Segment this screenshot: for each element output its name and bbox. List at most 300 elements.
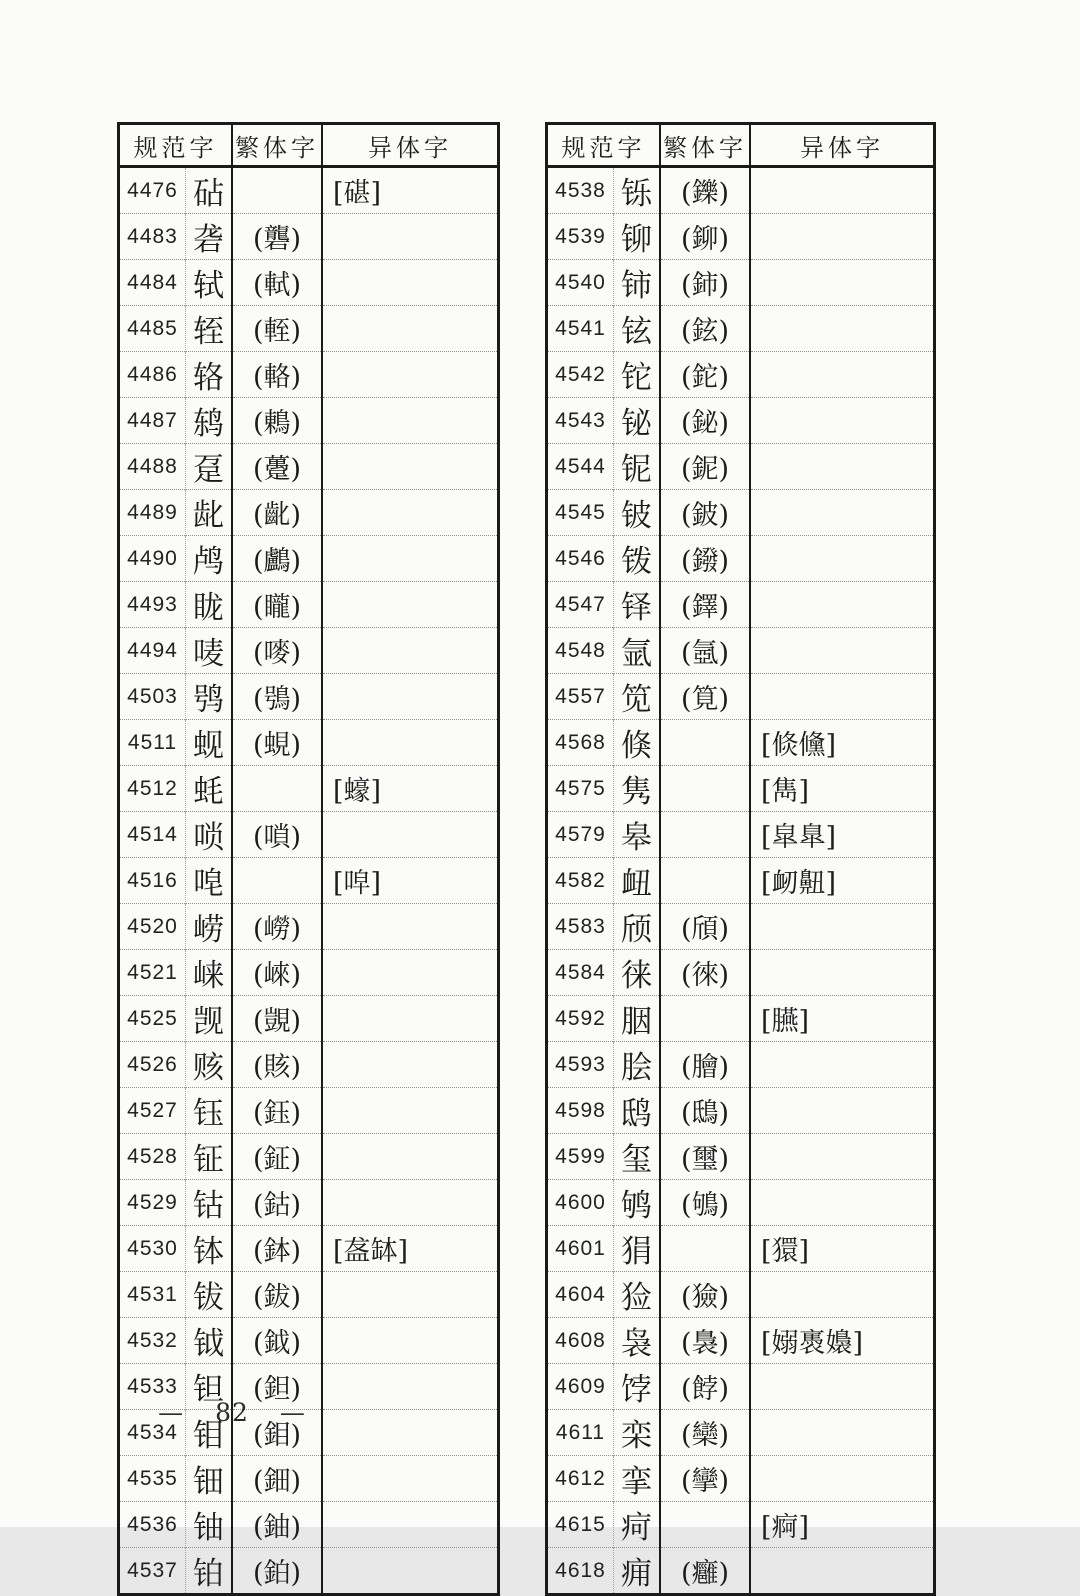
row-number: 4531 [119, 1272, 186, 1318]
table-row [547, 674, 935, 720]
variant-chars [322, 444, 499, 490]
traditional-char [660, 766, 750, 812]
header-row [119, 124, 499, 167]
table-row [547, 1272, 935, 1318]
variant-chars [750, 1180, 935, 1226]
traditional-char [660, 858, 750, 904]
standard-char: 钺 [186, 1318, 233, 1364]
standard-char: 钿 [186, 1456, 233, 1502]
header-standard-char: 规范字 [547, 124, 661, 167]
traditional-char: (鈸) [232, 1272, 322, 1318]
row-number: 4543 [547, 398, 614, 444]
header-variant-char: 异体字 [750, 124, 935, 167]
traditional-char: (攣) [660, 1456, 750, 1502]
table-row [119, 1548, 499, 1595]
standard-char: 铄 [614, 167, 661, 214]
variant-chars: [盋缽] [322, 1226, 499, 1272]
table-row [547, 1548, 935, 1595]
traditional-char: (鉚) [660, 214, 750, 260]
variant-chars: [獧] [750, 1226, 935, 1272]
variant-chars: [蠔] [322, 766, 499, 812]
standard-char: 辂 [186, 352, 233, 398]
traditional-char: (鉞) [232, 1318, 322, 1364]
traditional-char: (嗩) [232, 812, 322, 858]
traditional-char: (鴞) [232, 674, 322, 720]
row-number: 4534 [119, 1410, 186, 1456]
variant-chars [322, 1548, 499, 1595]
variant-chars [750, 306, 935, 352]
standard-char: 唢 [186, 812, 233, 858]
standard-char: 铊 [614, 352, 661, 398]
standard-char: 砧 [186, 167, 233, 214]
standard-char: 氩 [614, 628, 661, 674]
row-number: 4526 [119, 1042, 186, 1088]
header-row [547, 124, 935, 167]
traditional-char: (鈮) [660, 444, 750, 490]
standard-char: 鸫 [186, 398, 233, 444]
table-row [547, 720, 935, 766]
table-row [547, 260, 935, 306]
traditional-char: (崍) [232, 950, 322, 996]
traditional-char: (鸕) [232, 536, 322, 582]
standard-char: 钽 [186, 1364, 233, 1410]
row-number: 4598 [547, 1088, 614, 1134]
table-row [119, 306, 499, 352]
variant-chars [750, 536, 935, 582]
row-number: 4503 [119, 674, 186, 720]
standard-char: 轾 [186, 306, 233, 352]
traditional-char: (鉈) [660, 352, 750, 398]
table-row [119, 950, 499, 996]
row-number: 4536 [119, 1502, 186, 1548]
table-row [547, 167, 935, 214]
traditional-char: (鈿) [232, 1456, 322, 1502]
traditional-char: (氬) [660, 628, 750, 674]
table-row [547, 1226, 935, 1272]
traditional-char: (鶇) [232, 398, 322, 444]
row-number: 4604 [547, 1272, 614, 1318]
row-number: 4548 [547, 628, 614, 674]
traditional-char: (獫) [660, 1272, 750, 1318]
row-number: 4600 [547, 1180, 614, 1226]
variant-chars [322, 950, 499, 996]
standard-char: 铂 [186, 1548, 233, 1595]
row-number: 4493 [119, 582, 186, 628]
variant-chars [322, 582, 499, 628]
table-row [119, 904, 499, 950]
standard-char: 铈 [614, 260, 661, 306]
variant-chars [750, 1364, 935, 1410]
table-row [119, 260, 499, 306]
standard-char: 颀 [614, 904, 661, 950]
standard-char: 徕 [614, 950, 661, 996]
row-number: 4575 [547, 766, 614, 812]
standard-char: 眬 [186, 582, 233, 628]
variant-chars [750, 1134, 935, 1180]
row-number: 4584 [547, 950, 614, 996]
variant-chars [322, 720, 499, 766]
table-row [547, 1134, 935, 1180]
table-row [119, 1502, 499, 1548]
table-row [547, 398, 935, 444]
traditional-char: (筧) [660, 674, 750, 720]
row-number: 4568 [547, 720, 614, 766]
standard-char: 鸮 [186, 674, 233, 720]
variant-chars [322, 398, 499, 444]
traditional-char [232, 858, 322, 904]
table-row [119, 398, 499, 444]
standard-char: 隽 [614, 766, 661, 812]
standard-char: 钹 [186, 1272, 233, 1318]
variant-chars [750, 1456, 935, 1502]
traditional-char: (嘜) [232, 628, 322, 674]
table-row [119, 766, 499, 812]
table-row [547, 352, 935, 398]
standard-char: 铆 [614, 214, 661, 260]
row-number: 4583 [547, 904, 614, 950]
table-row [119, 352, 499, 398]
traditional-char [660, 1226, 750, 1272]
traditional-char: (鑠) [660, 167, 750, 214]
variant-chars [750, 398, 935, 444]
standard-char: 钴 [186, 1180, 233, 1226]
traditional-char: (膾) [660, 1042, 750, 1088]
variant-chars [750, 582, 935, 628]
row-number: 4530 [119, 1226, 186, 1272]
table-row [119, 720, 499, 766]
variant-chars [322, 1134, 499, 1180]
table-row [547, 1042, 935, 1088]
standard-char: 疴 [614, 1502, 661, 1548]
table-row [119, 996, 499, 1042]
row-number: 4514 [119, 812, 186, 858]
row-number: 4547 [547, 582, 614, 628]
table-row [119, 1180, 499, 1226]
traditional-char: (鉭) [232, 1364, 322, 1410]
row-number: 4486 [119, 352, 186, 398]
variant-chars [750, 1272, 935, 1318]
table-row [119, 1318, 499, 1364]
row-number: 4511 [119, 720, 186, 766]
variant-chars [322, 1180, 499, 1226]
variant-chars [322, 1042, 499, 1088]
standard-char: 玺 [614, 1134, 661, 1180]
row-number: 4608 [547, 1318, 614, 1364]
traditional-char: (輊) [232, 306, 322, 352]
variant-chars [322, 1410, 499, 1456]
traditional-char: (鈾) [232, 1502, 322, 1548]
variant-chars [750, 1088, 935, 1134]
table-row [119, 674, 499, 720]
variant-chars: [倐儵] [750, 720, 935, 766]
variant-chars: [痾] [750, 1502, 935, 1548]
row-number: 4485 [119, 306, 186, 352]
row-number: 4520 [119, 904, 186, 950]
table-row [547, 306, 935, 352]
row-number: 4483 [119, 214, 186, 260]
standard-char: 挛 [614, 1456, 661, 1502]
traditional-char: (欒) [660, 1410, 750, 1456]
variant-chars [750, 167, 935, 214]
table-body [547, 167, 935, 1595]
row-number: 4612 [547, 1456, 614, 1502]
traditional-char [660, 720, 750, 766]
standard-char: 鸱 [614, 1088, 661, 1134]
table-row [547, 1502, 935, 1548]
table-row [547, 1180, 935, 1226]
standard-char: 饽 [614, 1364, 661, 1410]
traditional-char: (鉉) [660, 306, 750, 352]
table-row [547, 996, 935, 1042]
table-row [547, 766, 935, 812]
traditional-char: (輅) [232, 352, 322, 398]
variant-chars [750, 674, 935, 720]
standard-char: 趸 [186, 444, 233, 490]
traditional-char: (餑) [660, 1364, 750, 1410]
table-header [119, 124, 499, 167]
traditional-char: (癰) [660, 1548, 750, 1595]
traditional-char: (鉍) [660, 398, 750, 444]
standard-char: 钲 [186, 1134, 233, 1180]
variant-chars [322, 904, 499, 950]
standard-char: 胭 [614, 996, 661, 1042]
table-row [119, 1226, 499, 1272]
table-row [119, 444, 499, 490]
row-number: 4538 [547, 167, 614, 214]
row-number: 4542 [547, 352, 614, 398]
traditional-char: (鈰) [660, 260, 750, 306]
table-row [119, 582, 499, 628]
traditional-char [660, 996, 750, 1042]
traditional-char: (徠) [660, 950, 750, 996]
row-number: 4539 [547, 214, 614, 260]
variant-chars: [碪] [333, 178, 382, 209]
standard-char: 猃 [614, 1272, 661, 1318]
row-number: 4535 [119, 1456, 186, 1502]
table-row [119, 1272, 499, 1318]
table-row [119, 1042, 499, 1088]
traditional-char: (軾) [232, 260, 322, 306]
row-number: 4540 [547, 260, 614, 306]
standard-char: 赅 [186, 1042, 233, 1088]
standard-char: 铍 [614, 490, 661, 536]
row-number: 4593 [547, 1042, 614, 1088]
standard-char: 钵 [186, 1226, 233, 1272]
variant-chars [750, 1410, 935, 1456]
table-row [547, 1410, 935, 1456]
traditional-char: (鉬) [232, 1410, 322, 1456]
table-row [119, 858, 499, 904]
row-number: 4476 [119, 167, 186, 214]
standard-char: 铋 [614, 398, 661, 444]
row-number: 4488 [119, 444, 186, 490]
traditional-char: (躉) [232, 444, 322, 490]
standard-char: 皋 [614, 812, 661, 858]
variant-chars [750, 904, 935, 950]
standard-char: 觊 [186, 996, 233, 1042]
traditional-char: (嶗) [232, 904, 322, 950]
row-number: 4557 [547, 674, 614, 720]
traditional-char: (鉑) [232, 1548, 322, 1595]
row-number: 4609 [547, 1364, 614, 1410]
variant-chars [750, 444, 935, 490]
table-header [547, 124, 935, 167]
variant-chars [750, 260, 935, 306]
table-row [119, 490, 499, 536]
row-number: 4529 [119, 1180, 186, 1226]
standard-char: 唛 [186, 628, 233, 674]
standard-char: 栾 [614, 1410, 661, 1456]
variant-chars [322, 1502, 499, 1548]
standard-char: 衄 [614, 858, 661, 904]
variant-chars [750, 628, 935, 674]
variant-chars: [衂䶊] [750, 858, 935, 904]
traditional-char: (鉦) [232, 1134, 322, 1180]
row-number: 4579 [547, 812, 614, 858]
table-row [547, 812, 935, 858]
traditional-char: (礱) [232, 214, 322, 260]
row-number: 4494 [119, 628, 186, 674]
table-row [547, 950, 935, 996]
standard-char: 铉 [614, 306, 661, 352]
row-number: 4532 [119, 1318, 186, 1364]
table-row [119, 1134, 499, 1180]
table-row [547, 858, 935, 904]
table-row [119, 1088, 499, 1134]
variant-chars [322, 1088, 499, 1134]
standard-char: 钰 [186, 1088, 233, 1134]
variant-chars [750, 214, 935, 260]
standard-char: 䥽 [614, 536, 661, 582]
traditional-char: (鈷) [232, 1180, 322, 1226]
traditional-char: (鴟) [660, 1088, 750, 1134]
standard-char: 轼 [186, 260, 233, 306]
traditional-char: (裊) [660, 1318, 750, 1364]
standard-char: 笕 [614, 674, 661, 720]
table-row [547, 582, 935, 628]
traditional-char: (賅) [232, 1042, 322, 1088]
traditional-char: (矓) [232, 582, 322, 628]
standard-char: 唣 [186, 858, 233, 904]
variant-chars [322, 490, 499, 536]
row-number: 4544 [547, 444, 614, 490]
variant-chars [750, 490, 935, 536]
standard-char: 龀 [186, 490, 233, 536]
table-row [547, 1364, 935, 1410]
table-row [119, 628, 499, 674]
header-traditional-char: 繁体字 [660, 124, 750, 167]
standard-char: 铌 [614, 444, 661, 490]
table-row [547, 904, 935, 950]
traditional-char: (蜆) [232, 720, 322, 766]
standard-char: 狷 [614, 1226, 661, 1272]
row-number: 4611 [547, 1410, 614, 1456]
variant-chars [322, 1318, 499, 1364]
traditional-char [232, 167, 322, 214]
variant-chars [322, 260, 499, 306]
variant-chars [750, 1548, 935, 1595]
table-row [547, 1318, 935, 1364]
row-number: 4484 [119, 260, 186, 306]
standard-char: 铎 [614, 582, 661, 628]
variant-chars [322, 674, 499, 720]
traditional-char [232, 766, 322, 812]
variant-chars [322, 1272, 499, 1318]
traditional-char [660, 1502, 750, 1548]
page-number: — 82 — [158, 1398, 306, 1427]
character-table-right [545, 122, 936, 1596]
header-variant-char: 异体字 [322, 124, 499, 167]
standard-char: 痈 [614, 1548, 661, 1595]
variant-chars [750, 1042, 935, 1088]
header-standard-char: 规范字 [119, 124, 233, 167]
standard-char: 砻 [186, 214, 233, 260]
row-number: 4546 [547, 536, 614, 582]
traditional-char: (鈺) [232, 1088, 322, 1134]
row-number: 4516 [119, 858, 186, 904]
row-number: 4618 [547, 1548, 614, 1595]
table-row [119, 536, 499, 582]
row-number: 4582 [547, 858, 614, 904]
variant-chars [322, 628, 499, 674]
traditional-char: (覬) [232, 996, 322, 1042]
table-row [119, 812, 499, 858]
standard-char: 蚝 [186, 766, 233, 812]
header-traditional-char: 繁体字 [232, 124, 322, 167]
traditional-char: (頎) [660, 904, 750, 950]
traditional-char: (璽) [660, 1134, 750, 1180]
row-number: 4525 [119, 996, 186, 1042]
row-number: 4533 [119, 1364, 186, 1410]
variant-chars: [唕] [322, 858, 499, 904]
traditional-char: (鉢) [232, 1226, 322, 1272]
row-number: 4601 [547, 1226, 614, 1272]
variant-chars [322, 1456, 499, 1502]
variant-chars [750, 950, 935, 996]
table-row [547, 490, 935, 536]
traditional-char [660, 812, 750, 858]
table-row [547, 536, 935, 582]
variant-chars [322, 352, 499, 398]
table-row [119, 167, 499, 214]
table-body [119, 167, 499, 1595]
variant-chars [322, 214, 499, 260]
traditional-char: (齔) [232, 490, 322, 536]
standard-char: 袅 [614, 1318, 661, 1364]
row-number: 4541 [547, 306, 614, 352]
table-row [547, 1088, 935, 1134]
row-number: 4527 [119, 1088, 186, 1134]
standard-char: 鸲 [614, 1180, 661, 1226]
row-number: 4592 [547, 996, 614, 1042]
variant-chars [322, 812, 499, 858]
row-number: 4521 [119, 950, 186, 996]
variant-chars: [嫋褭嬝] [750, 1318, 935, 1364]
row-number: 4490 [119, 536, 186, 582]
row-number: 4489 [119, 490, 186, 536]
row-number: 4599 [547, 1134, 614, 1180]
row-number: 4545 [547, 490, 614, 536]
standard-char: 蚬 [186, 720, 233, 766]
variant-chars: [臙] [750, 996, 935, 1042]
traditional-char: (鐸) [660, 582, 750, 628]
standard-char: 脍 [614, 1042, 661, 1088]
standard-char: 倏 [614, 720, 661, 766]
variant-chars [322, 1364, 499, 1410]
table-row [119, 1456, 499, 1502]
row-number: 4615 [547, 1502, 614, 1548]
row-number: 4537 [119, 1548, 186, 1595]
